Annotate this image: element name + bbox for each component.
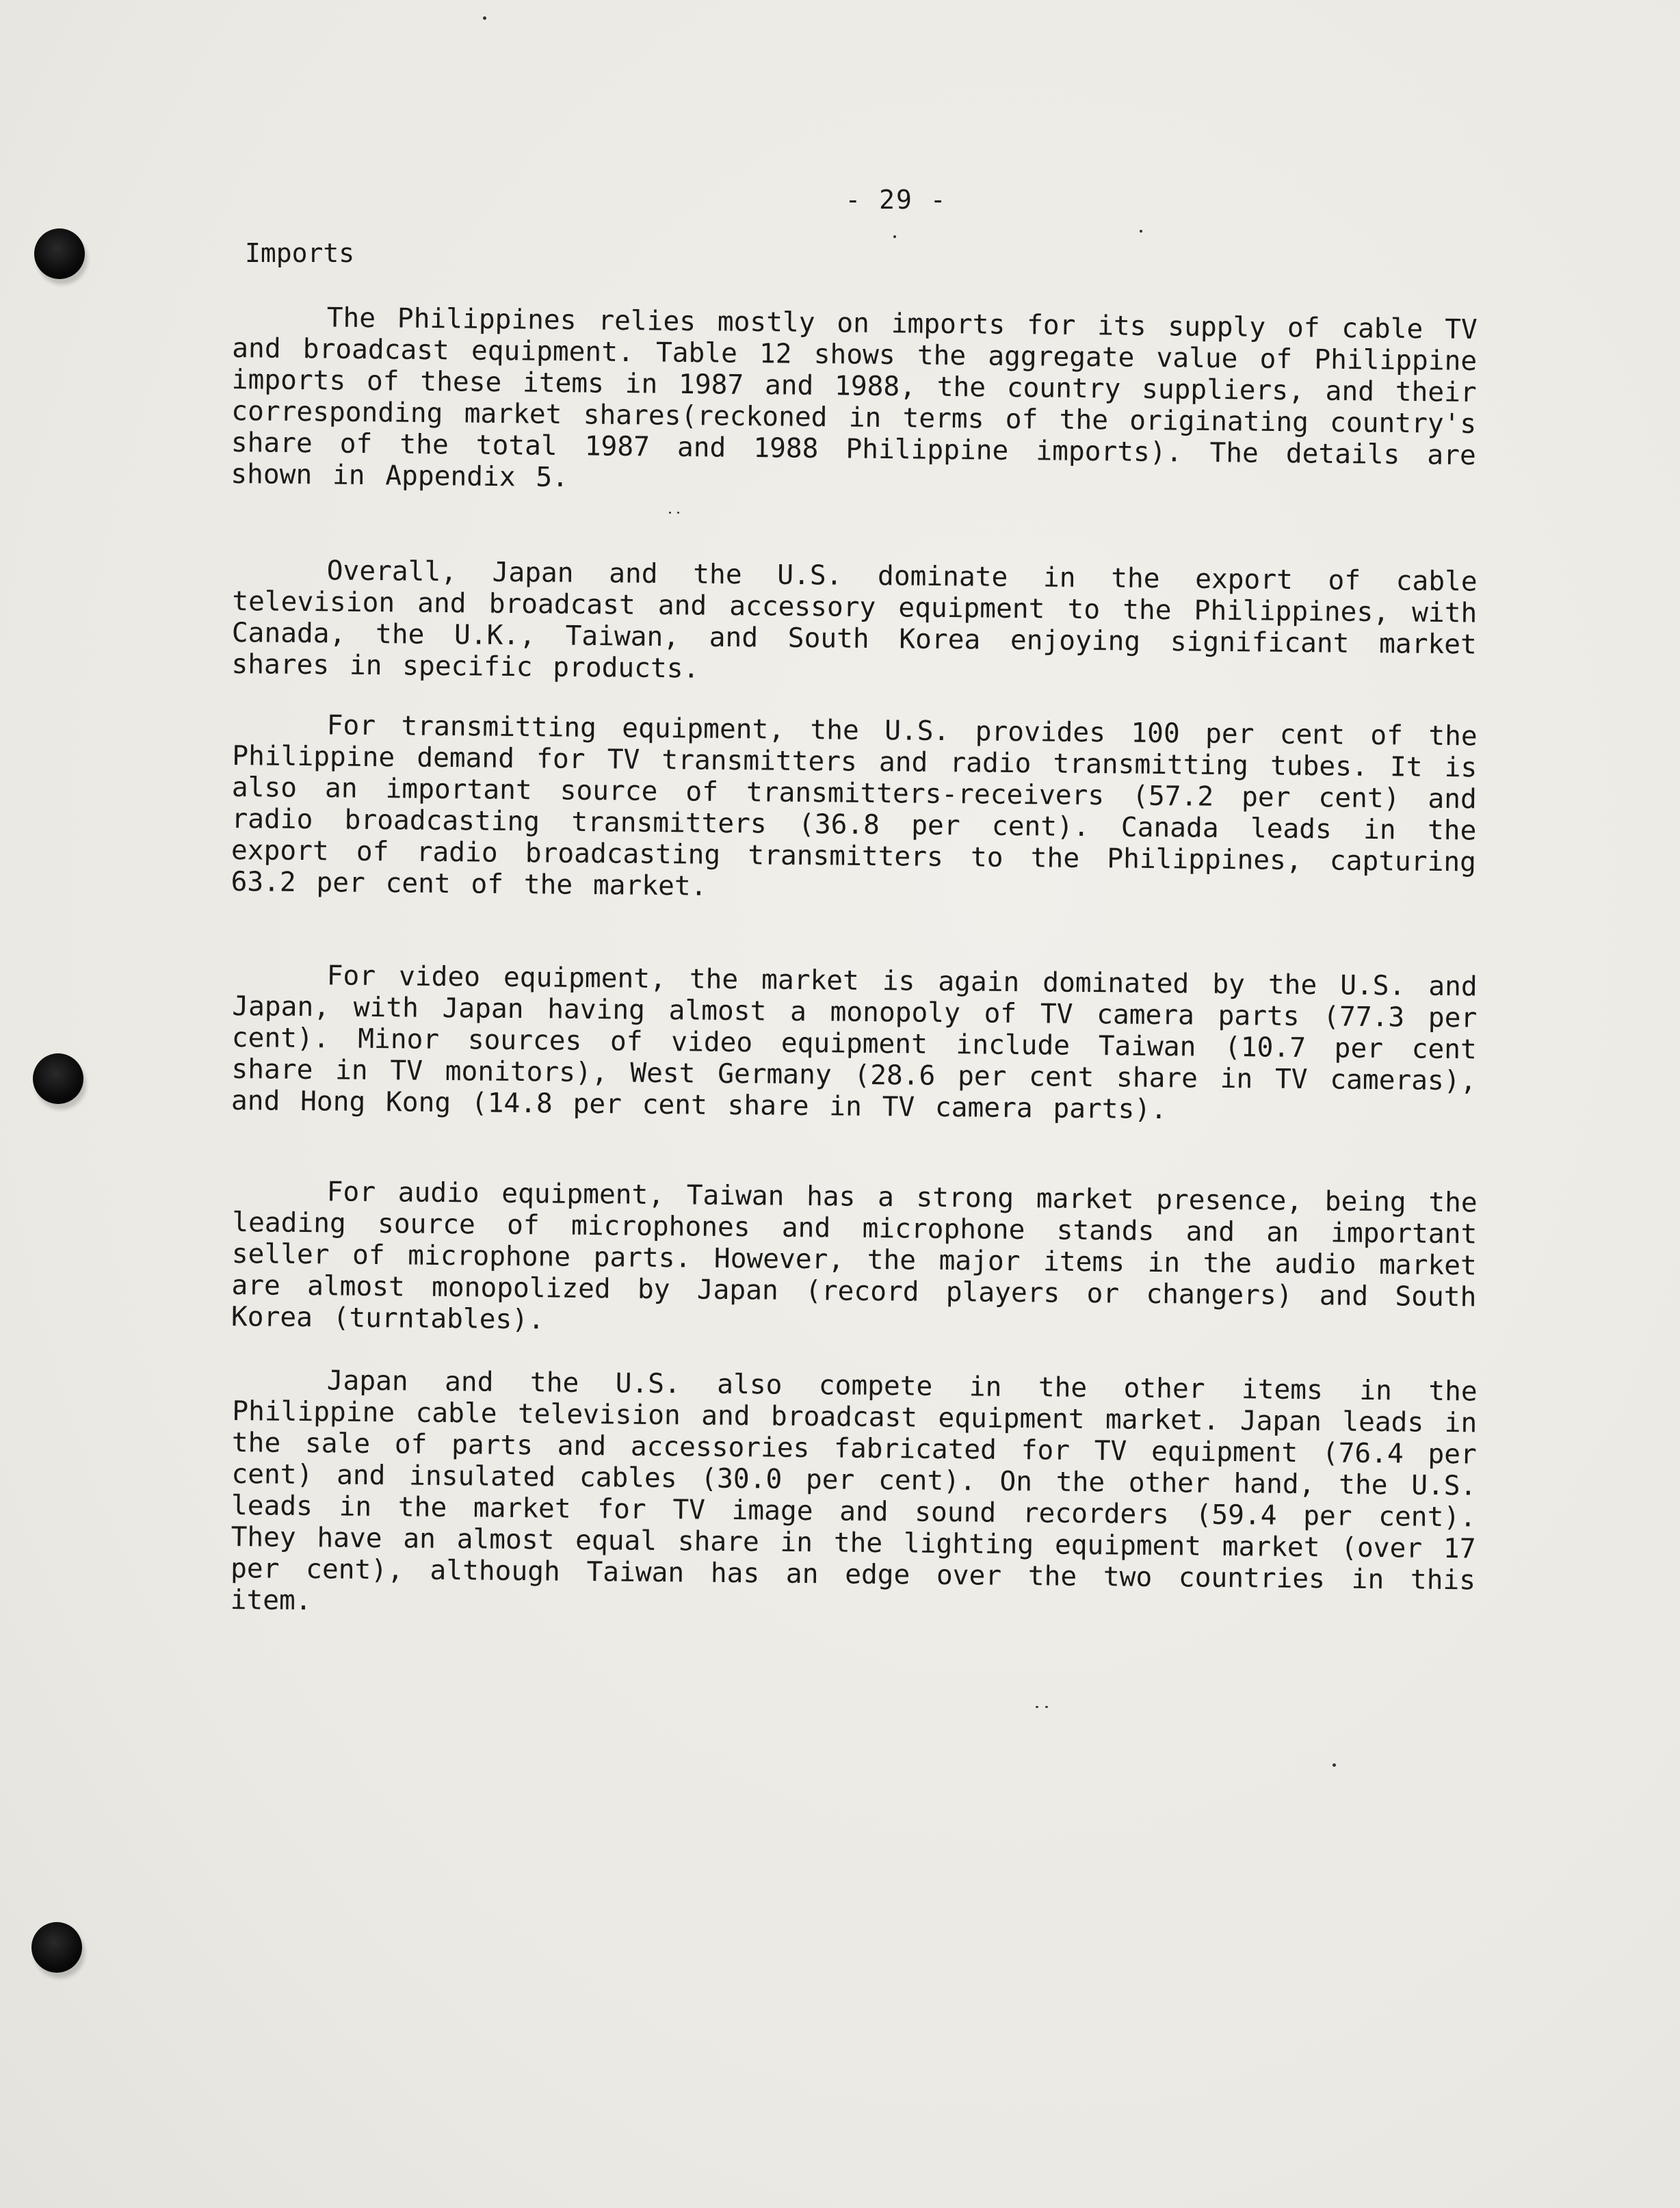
- paper-speck: [1045, 1706, 1048, 1708]
- paragraph-market-dominance: Overall, Japan and the U.S. dominate in the export of cable television and broadcast and accessory equipment to the Philippines, with Canada, the U.K., Taiwan, and South Korea enjoying significant market shares in specific products.: [231, 555, 1478, 685]
- paper-speck: [677, 512, 679, 514]
- paper-speck: [1333, 1763, 1336, 1767]
- paper-speck: [669, 512, 671, 514]
- punch-hole-bottom: [31, 1922, 82, 1973]
- paragraph-transmitting-equipment: For transmitting equipment, the U.S. provides 100 per cent of the Philippine demand for TV transmitters and radio transmitting tubes. It is also an important source of transmitters-receivers (57.2 per cent) and radio broadcasting transmitters (36.8 per cent). Canada leads in the export of radio broadcasting transmitters to the Philippines, capturing 63.2 per cent of the market.: [231, 709, 1478, 902]
- paper-speck: [1036, 1706, 1038, 1708]
- paper-speck: [483, 16, 486, 20]
- punch-hole-top: [34, 228, 85, 279]
- section-heading: Imports: [245, 238, 355, 268]
- page-number: - 29 -: [845, 185, 947, 215]
- punch-hole-middle: [33, 1053, 83, 1104]
- paragraph-audio-equipment: For audio equipment, Taiwan has a strong market presence, being the leading source of microphones and microphone stands and an important seller of microphone parts. However, the major items in the audio market are almost monopolized by Japan (record players or changers) and South Korea (turntables).: [231, 1176, 1478, 1336]
- paper-speck: [1140, 230, 1142, 233]
- paragraph-other-items: Japan and the U.S. also compete in the other items in the Philippine cable television and broadcast equipment market. Japan leads in the sale of parts and accessories fabricated for TV equipment (76.4 per cent) and insulated cables (30.0 per cent). On the other hand, the U.S. leads in the market for TV image and sound recorders (59.4 per cent). They have an almost equal share in the lighting equipment market (over 17 per cent), although Taiwan has an edge over the two countries in this item.: [230, 1365, 1478, 1617]
- paragraph-video-equipment: For video equipment, the market is again dominated by the U.S. and Japan, with Japan having almost a monopoly of TV camera parts (77.3 per cent). Minor sources of video equipment include Taiwan (10.7 per cent share in TV monitors), West Germany (28.6 per cent share in TV cameras), and Hong Kong (14.8 per cent share in TV camera parts).: [231, 960, 1478, 1126]
- paragraph-imports-overview: The Philippines relies mostly on imports for its supply of cable TV and broadcast equipment. Table 12 shows the aggregate value of Philippine imports of these items in 1987 and 1988, the country suppliers, and their corresponding market shares(reckoned in terms of the originating country's share of the total 1987 and 1988 Philippine imports). The details are shown in Appendix 5.: [231, 302, 1478, 494]
- paper-speck: [893, 235, 896, 238]
